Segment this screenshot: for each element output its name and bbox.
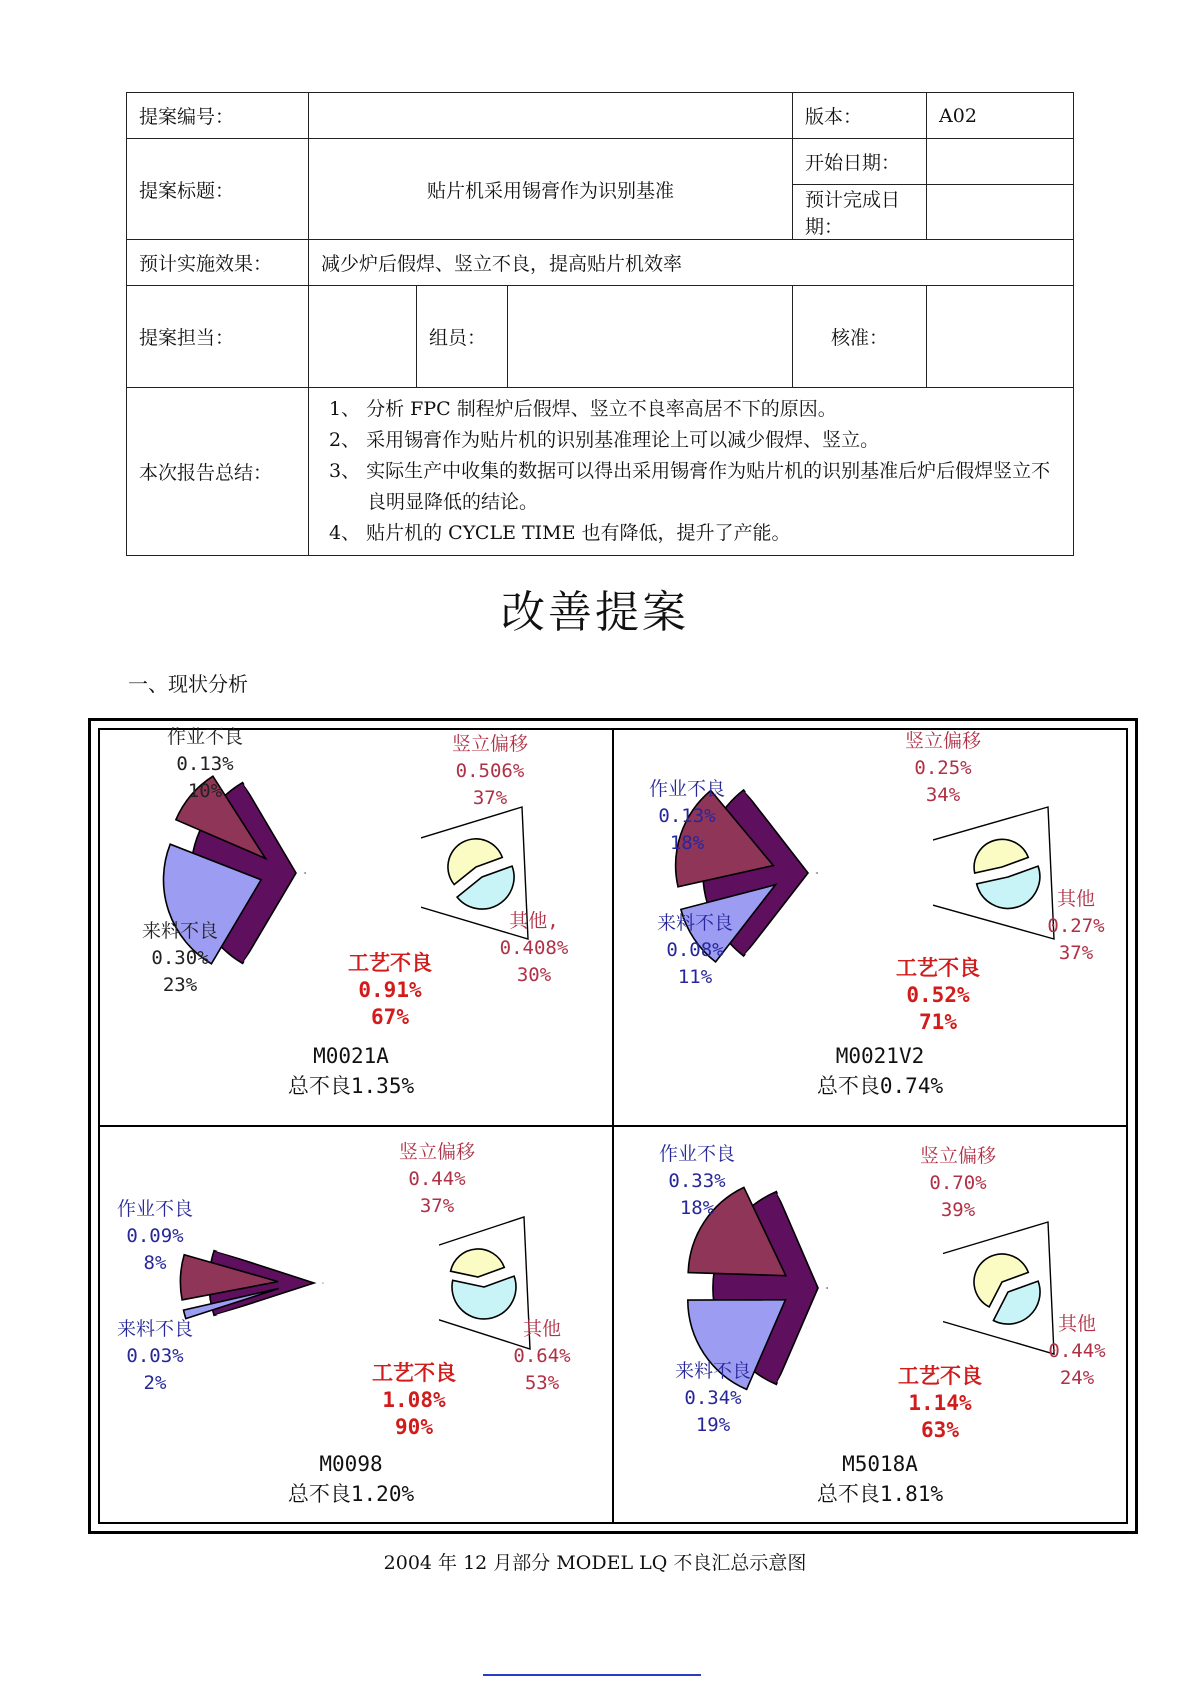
label-material-value: 0.30% [151,947,209,969]
label-upright-name: 竖立偏移 [451,733,529,755]
version-value: A02 [927,93,1074,139]
total-defect-rate: 总不良0.74% [816,1074,944,1098]
label-other-value: 0.408% [499,937,569,959]
label-other-value: 37% [1058,942,1094,964]
label-operation-value: 0.13% [658,805,716,827]
label-process-name: 工艺不良 [348,951,432,975]
model-name: M0021V2 [835,1044,925,1068]
label-upright-name: 竖立偏移 [919,1145,997,1167]
summary-item: 2、 采用锡膏作为贴片机的识别基准理论上可以减少假焊、竖立。 [329,429,880,451]
pie-chart-M0021V2 [676,790,1054,1098]
label-process-value: 67% [371,1005,409,1029]
label-other-value: 30% [516,964,552,986]
proposal-no-label: 提案编号： [127,93,309,139]
label-other-value: 0.44% [1048,1340,1106,1362]
label-process-value: 0.91% [358,978,422,1002]
label-other-value: 0.64% [513,1345,571,1367]
label-process-value: 63% [921,1418,959,1442]
label-other-name: 其他, [509,910,559,932]
model-name: M0021A [313,1044,389,1068]
label-operation-value: 18% [679,1197,715,1219]
label-process-value: 1.08% [382,1388,446,1412]
label-other-value: 0.27% [1047,915,1105,937]
label-material-name: 来料不良 [674,1360,752,1382]
label-operation-value: 0.13% [176,753,234,775]
label-upright-value: 39% [940,1199,976,1221]
model-name: M5018A [842,1452,918,1476]
start-date-label: 开始日期： [793,139,927,185]
label-upright-value: 37% [472,787,508,809]
pie-chart-M0098 [180,1217,530,1506]
label-material-value: 23% [162,974,198,996]
label-material-name: 来料不良 [141,920,219,942]
label-material-value: 0.03% [126,1345,184,1367]
effect-label: 预计实施效果： [127,240,309,286]
label-process-value: 71% [919,1010,957,1034]
label-other-name: 其他 [522,1318,562,1340]
label-upright-value: 0.506% [455,760,525,782]
label-upright-name: 竖立偏移 [398,1141,476,1163]
label-process-name: 工艺不良 [898,1364,982,1388]
label-upright-value: 0.70% [929,1172,987,1194]
label-operation-value: 10% [187,780,223,802]
label-other-value: 24% [1059,1367,1095,1389]
summary-item: 4、 贴片机的 CYCLE TIME 也有降低，提升了产能。 [329,522,791,544]
finish-date-label: 预计完成日期： [793,185,927,240]
label-material-value: 19% [695,1414,731,1436]
label-operation-value: 18% [669,832,705,854]
label-operation-value: 0.33% [668,1170,726,1192]
page-title: 改善提案 [501,587,689,638]
label-process-value: 0.52% [906,983,970,1007]
label-other-name: 其他 [1057,1313,1097,1335]
effect-value: 减少炉后假焊、竖立不良，提高贴片机效率 [309,240,1074,286]
label-process-value: 1.14% [908,1391,972,1415]
label-operation-value: 8% [143,1252,167,1274]
label-upright-name: 竖立偏移 [904,730,982,752]
figure-caption: 2004 年 12 月部分 MODEL LQ 不良汇总示意图 [383,1552,807,1574]
footer-rule [483,1674,701,1676]
label-operation-name: 作业不良 [648,778,726,800]
section-title: 一、现状分析 [128,672,248,696]
model-name: M0098 [319,1452,383,1476]
label-process-name: 工艺不良 [372,1361,456,1385]
label-upright-value: 34% [925,784,961,806]
label-material-value: 11% [677,966,713,988]
label-upright-value: 37% [419,1195,455,1217]
total-defect-rate: 总不良1.81% [816,1482,944,1506]
pie-chart-M5018A [688,1187,1054,1506]
label-process-name: 工艺不良 [896,956,980,980]
pie-chart-M0021A [163,776,528,1098]
label-operation-name: 作业不良 [116,1198,194,1220]
label-material-value: 0.08% [666,939,724,961]
total-defect-rate: 总不良1.35% [287,1074,415,1098]
title-value: 贴片机采用锡膏作为识别基准 [309,139,793,240]
label-operation-value: 0.09% [126,1225,184,1247]
label-material-name: 来料不良 [116,1318,194,1340]
label-process-value: 90% [395,1415,433,1439]
approve-label: 核准： [793,286,927,388]
summary-item: 1、 分析 FPC 制程炉后假焊、竖立不良率高居不下的原因。 [329,398,837,420]
version-label: 版本： [793,93,927,139]
label-material-value: 2% [143,1372,167,1394]
label-material-name: 来料不良 [656,912,734,934]
label-operation-name: 作业不良 [658,1143,736,1165]
label-other-value: 53% [524,1372,560,1394]
label-operation-name: 作业不良 [166,726,244,748]
label-other-name: 其他 [1056,888,1096,910]
summary-item: 3、 实际生产中收集的数据可以得出采用锡膏作为贴片机的识别基准后炉后假焊竖立不良明显降低的结论。 [329,460,1051,513]
title-label: 提案标题： [127,139,309,240]
members-label: 组员： [417,286,508,388]
label-upright-value: 0.25% [914,757,972,779]
total-defect-rate: 总不良1.20% [287,1482,415,1506]
label-upright-value: 0.44% [408,1168,466,1190]
summary-label: 本次报告总结： [127,388,309,556]
label-material-value: 0.34% [684,1387,742,1409]
owner-label: 提案担当： [127,286,309,388]
